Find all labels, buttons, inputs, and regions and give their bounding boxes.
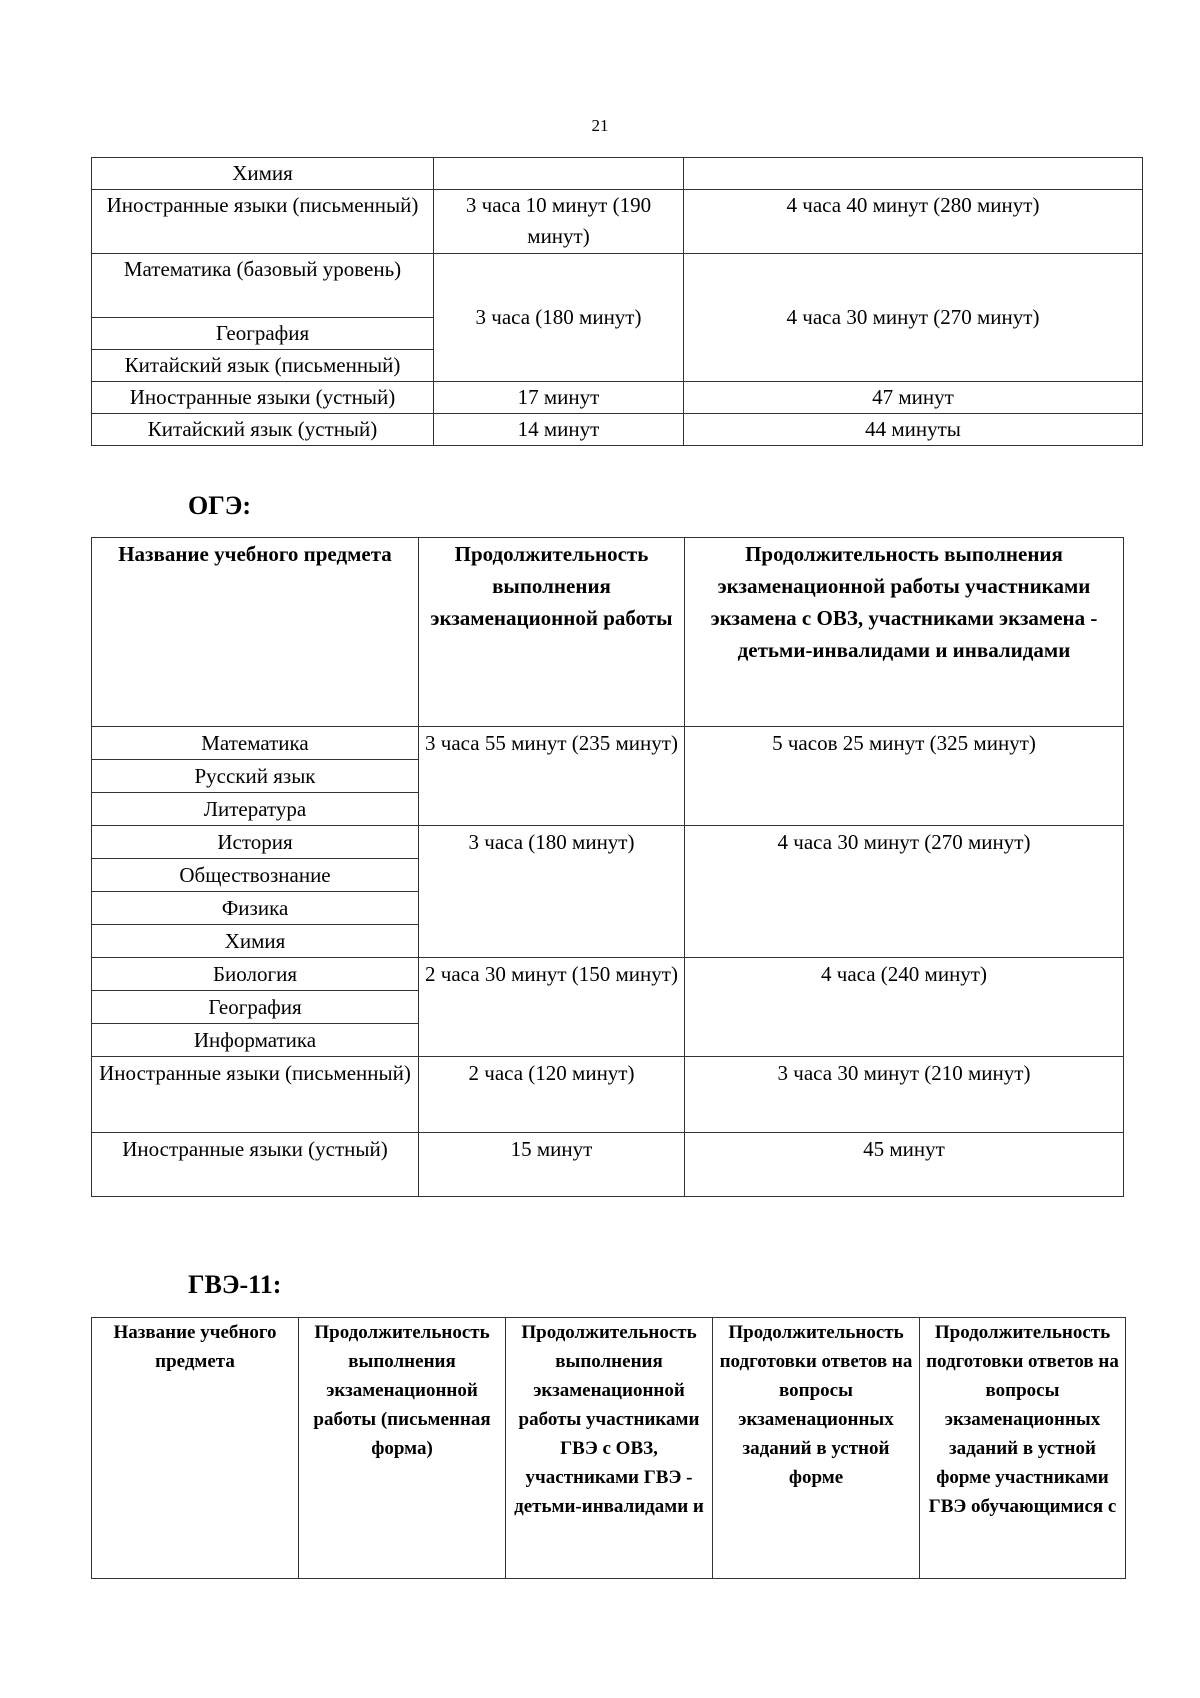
header-duration-ovz: Продолжительность выполнения экзаменационной работы участниками экзамена с ОВЗ, участниками экзамена - детьми-инвалидами и инвалидами xyxy=(685,538,1124,727)
header-oral-prep-ovz: Продолжительность подготовки ответов на вопросы экзаменационных заданий в устной форме участниками ГВЭ обучающимися с xyxy=(920,1318,1126,1579)
duration-ovz-cell: 45 минут xyxy=(685,1133,1124,1197)
duration-ovz-cell: 4 часа (240 минут) xyxy=(685,958,1124,1057)
header-duration-ovz: Продолжительность выполнения экзаменационной работы участниками ГВЭ с ОВЗ, участниками ГВЭ - детьми-инвалидами и xyxy=(506,1318,713,1579)
oge-duration-table xyxy=(91,537,1124,1197)
subject-cell: Иностранные языки (письменный) xyxy=(92,190,434,254)
subject-cell: Химия xyxy=(92,158,434,190)
section-title-gve: ГВЭ-11: xyxy=(188,1270,282,1299)
duration-cell: 3 часа 55 минут (235 минут) xyxy=(419,727,685,826)
duration-ovz-cell: 44 минуты xyxy=(684,414,1143,446)
page-number: 21 xyxy=(591,116,609,135)
subject-cell: География xyxy=(92,318,434,350)
header-subject: Название учебного предмета xyxy=(92,1318,299,1579)
subject-cell: История xyxy=(92,826,419,859)
duration-cell: 3 часа 10 минут (190 минут) xyxy=(434,190,684,254)
duration-cell: 14 минут xyxy=(434,414,684,446)
subject-cell: Литература xyxy=(92,793,419,826)
subject-cell: Китайский язык (письменный) xyxy=(92,350,434,382)
duration-cell: 2 часа (120 минут) xyxy=(419,1057,685,1133)
duration-cell xyxy=(434,158,684,190)
duration-cell: 3 часа (180 минут) xyxy=(419,826,685,958)
subject-cell: Математика (базовый уровень) xyxy=(92,254,434,318)
header-subject: Название учебного предмета xyxy=(92,538,419,727)
duration-ovz-cell xyxy=(684,158,1143,190)
duration-ovz-cell: 5 часов 25 минут (325 минут) xyxy=(685,727,1124,826)
subject-cell: География xyxy=(92,991,419,1024)
subject-cell: Математика xyxy=(92,727,419,760)
duration-ovz-cell: 4 часа 30 минут (270 минут) xyxy=(684,254,1143,382)
header-oral-prep: Продолжительность подготовки ответов на вопросы экзаменационных заданий в устной форме xyxy=(713,1318,920,1579)
duration-cell: 3 часа (180 минут) xyxy=(434,254,684,382)
subject-cell: Биология xyxy=(92,958,419,991)
section-title-oge: ОГЭ: xyxy=(188,491,252,520)
gve-duration-table xyxy=(91,1317,1126,1579)
exam-duration-table-top xyxy=(91,157,1143,446)
header-duration-written: Продолжительность выполнения экзаменационной работы (письменная форма) xyxy=(299,1318,506,1579)
subject-cell: Химия xyxy=(92,925,419,958)
duration-ovz-cell: 4 часа 30 минут (270 минут) xyxy=(685,826,1124,958)
subject-cell: Иностранные языки (письменный) xyxy=(92,1057,419,1133)
duration-ovz-cell: 3 часа 30 минут (210 минут) xyxy=(685,1057,1124,1133)
duration-ovz-cell: 47 минут xyxy=(684,382,1143,414)
duration-cell: 17 минут xyxy=(434,382,684,414)
header-duration: Продолжительность выполнения экзаменационной работы xyxy=(419,538,685,727)
subject-cell: Физика xyxy=(92,892,419,925)
subject-cell: Обществознание xyxy=(92,859,419,892)
subject-cell: Иностранные языки (устный) xyxy=(92,1133,419,1197)
duration-ovz-cell: 4 часа 40 минут (280 минут) xyxy=(684,190,1143,254)
duration-cell: 15 минут xyxy=(419,1133,685,1197)
subject-cell: Информатика xyxy=(92,1024,419,1057)
subject-cell: Китайский язык (устный) xyxy=(92,414,434,446)
subject-cell: Русский язык xyxy=(92,760,419,793)
subject-cell: Иностранные языки (устный) xyxy=(92,382,434,414)
duration-cell: 2 часа 30 минут (150 минут) xyxy=(419,958,685,1057)
